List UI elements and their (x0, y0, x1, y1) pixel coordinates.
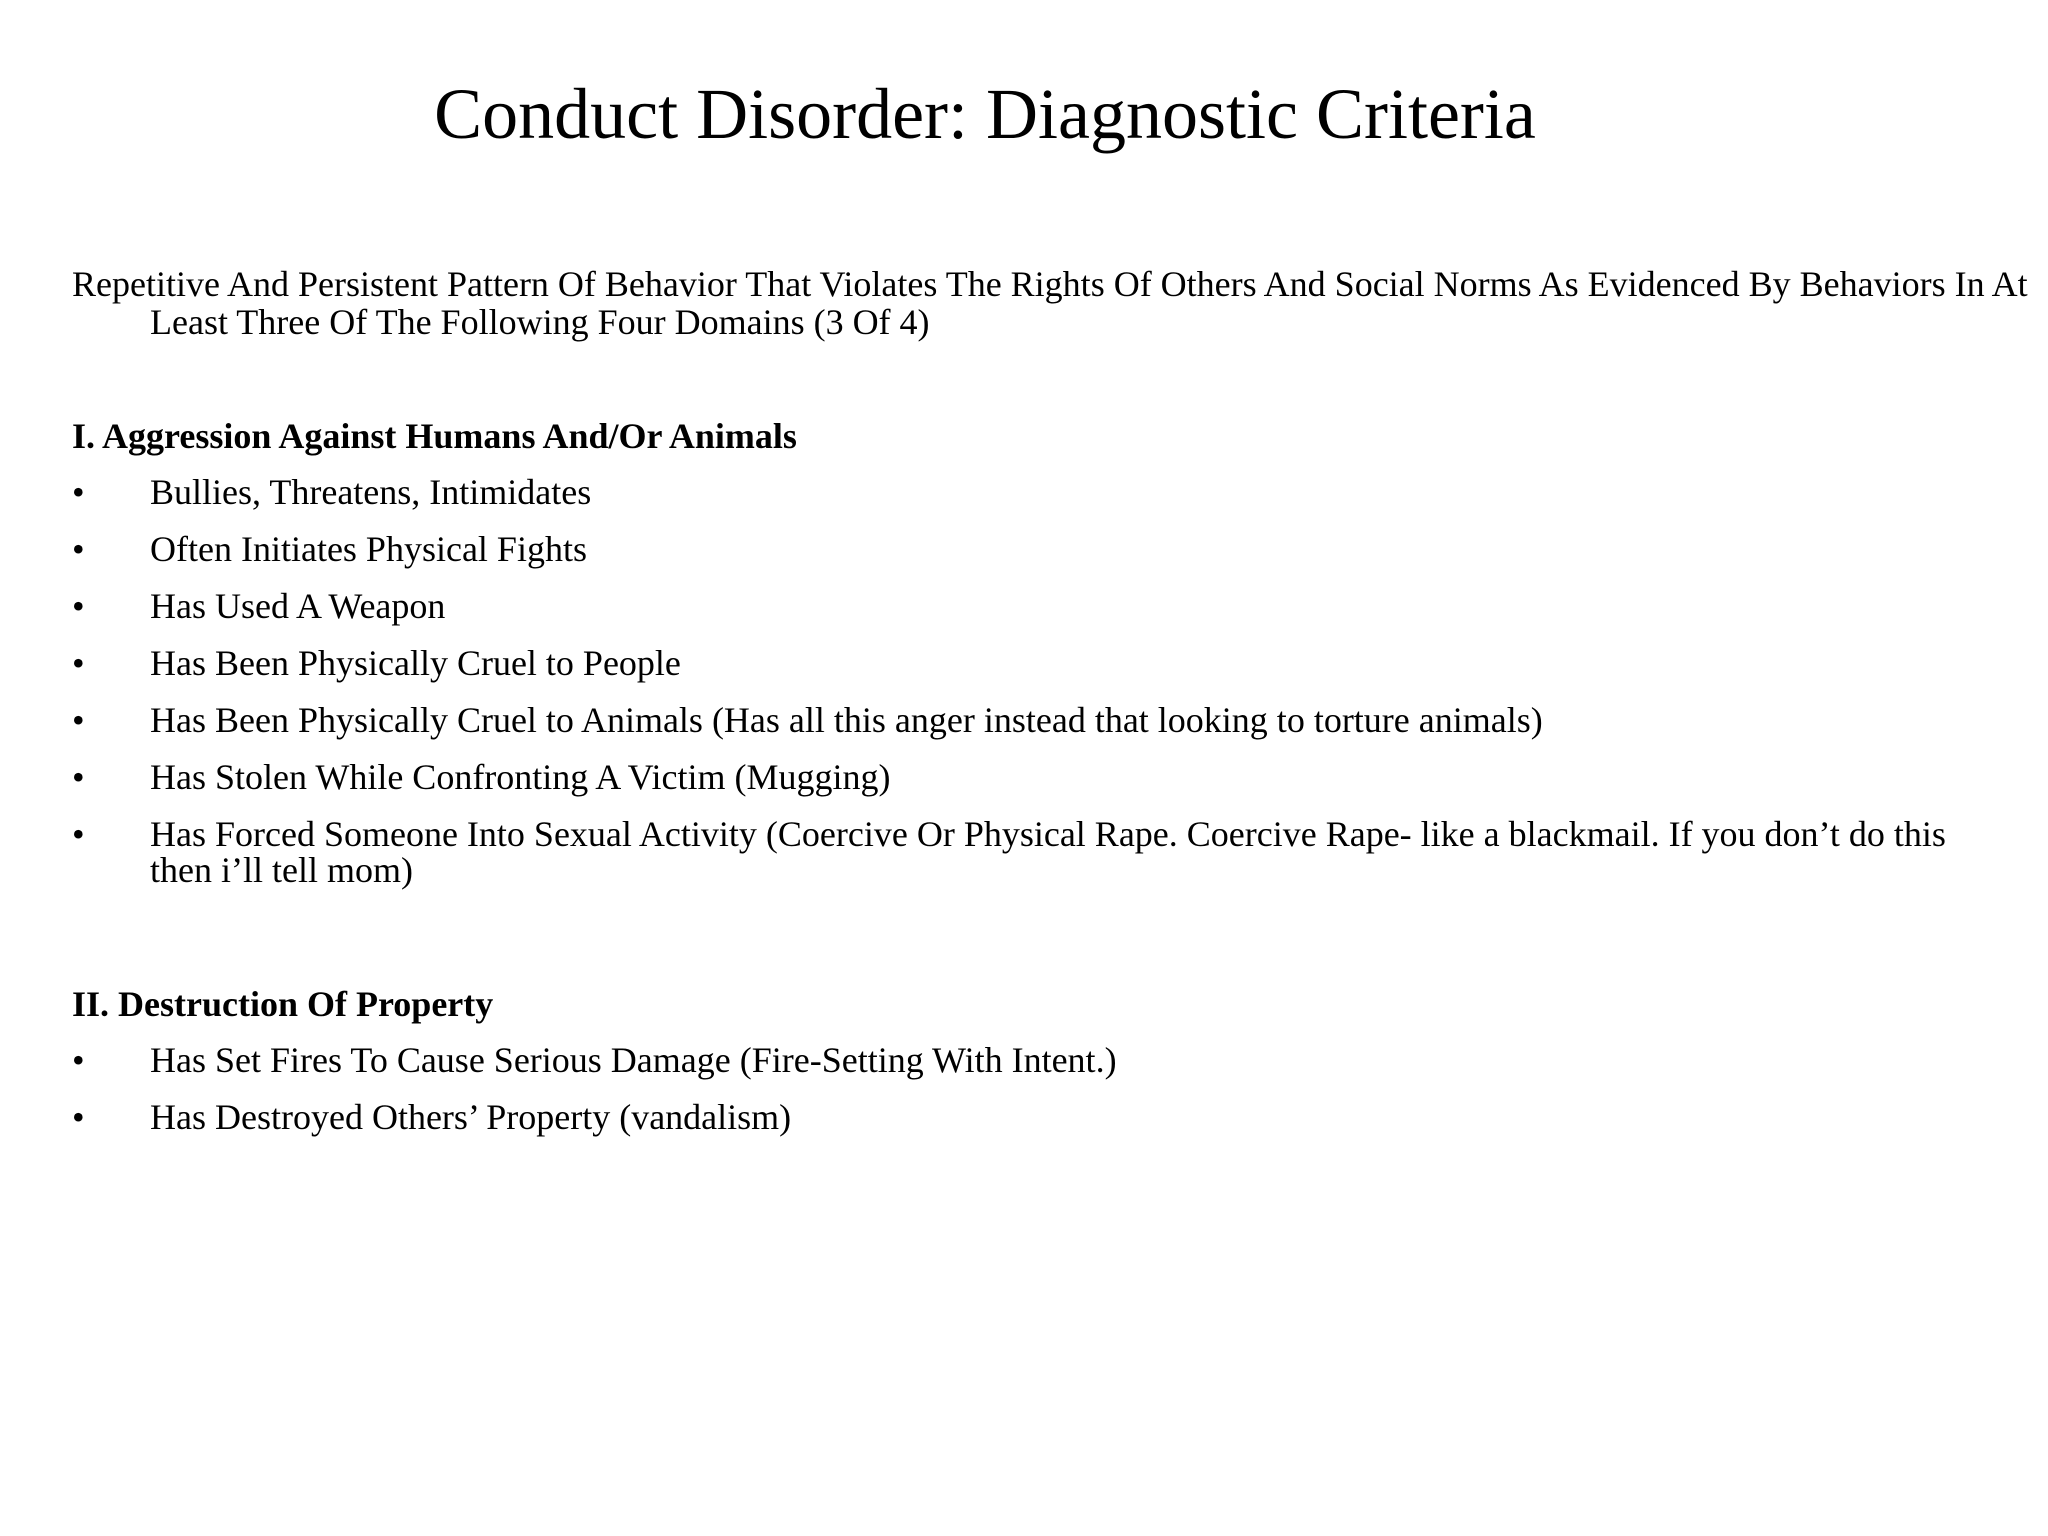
bullet-icon: • (72, 472, 85, 512)
section-destruction-of-property (72, 984, 1972, 1156)
list-item (72, 702, 1972, 738)
bullet-icon: • (72, 1097, 85, 1137)
bullet-icon: • (72, 586, 85, 626)
list-item-text: Has Stolen While Confronting A Victim (Mugging) (150, 757, 891, 797)
list-item-text: Bullies, Threatens, Intimidates (150, 472, 592, 512)
list-item-text: Has Destroyed Others’ Property (vandalism) (150, 1097, 792, 1137)
bullet-icon: • (72, 757, 85, 797)
section-heading: II. Destruction Of Property (72, 984, 494, 1024)
list-item (72, 759, 1972, 795)
bullet-icon: • (72, 700, 85, 740)
list-item (72, 474, 1972, 510)
bullet-icon: • (72, 529, 85, 569)
list-item (72, 816, 1972, 888)
list-item-text: Has Been Physically Cruel to People (150, 643, 681, 683)
list-item-text: Has Been Physically Cruel to Animals (Has all this anger instead that looking to torture animals) (150, 700, 1543, 740)
list-item-text: Often Initiates Physical Fights (150, 529, 587, 569)
section-aggression (72, 416, 1972, 909)
bullet-icon: • (72, 643, 85, 683)
slide-title: Conduct Disorder: Diagnostic Criteria (434, 74, 1536, 154)
bullet-icon: • (72, 1040, 85, 1080)
list-item (72, 588, 1972, 624)
list-item (72, 1042, 1972, 1078)
section-heading: I. Aggression Against Humans And/Or Animals (72, 416, 797, 456)
bullet-list (72, 474, 1972, 888)
list-item (72, 1099, 1972, 1135)
list-item (72, 531, 1972, 567)
list-item (72, 645, 1972, 681)
bullet-icon: • (72, 814, 85, 854)
list-item-text: Has Set Fires To Cause Serious Damage (Fire-Setting With Intent.) (150, 1040, 1117, 1080)
list-item-text: Has Used A Weapon (150, 586, 446, 626)
bullet-list (72, 1042, 1972, 1135)
intro-paragraph: Repetitive And Persistent Pattern Of Behavior That Violates The Rights Of Others And Social Norms As Evidenced By Behaviors In At Least Three Of The Following Four Domains (3 Of 4) (72, 264, 2028, 342)
list-item-text: Has Forced Someone Into Sexual Activity (Coercive Or Physical Rape. Coercive Rape- like a blackmail. If you don’t do this then i’ll tell mom) (150, 814, 1946, 890)
